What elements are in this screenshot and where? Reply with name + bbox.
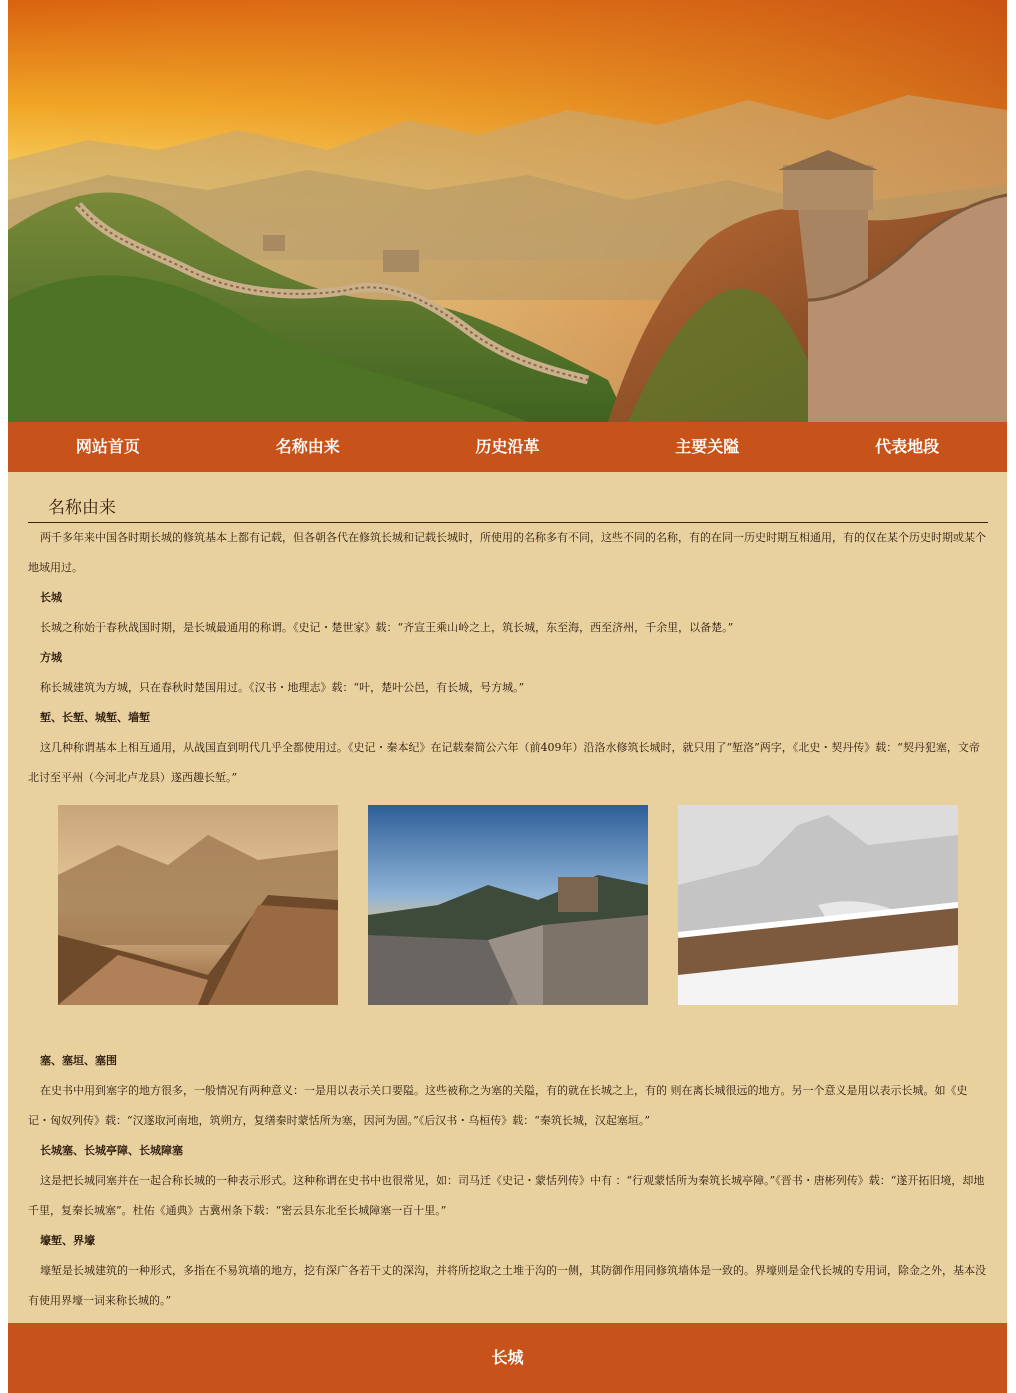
section-title: 名称由来 bbox=[28, 494, 988, 523]
nav-item-passes[interactable]: 主要关隘 bbox=[675, 437, 740, 456]
subheading-qian: 堑、长堑、城堑、墙堑 bbox=[40, 711, 150, 724]
hero-banner-image bbox=[8, 0, 1007, 422]
subheading-fangcheng: 方城 bbox=[40, 651, 62, 664]
subheading-changcheng-sai: 长城塞、长城亭障、长城障塞 bbox=[40, 1144, 183, 1157]
paragraph-qian: 这几种称谓基本上相互通用，从战国直到明代几乎全都使用过。《史记・秦本纪》在记载秦简公六年（前409年）沿洛水修筑长城时，就只用了“堑洛”两字，《北史・契丹传》载：“契丹犯塞，文帝北讨至平州（今河北卢龙县）遂西趣长堑。” bbox=[28, 741, 980, 784]
subheading-changcheng: 长城 bbox=[40, 591, 62, 604]
subheading-sai: 塞、塞垣、塞围 bbox=[40, 1054, 117, 1067]
gallery-photo-snow-wall bbox=[678, 805, 958, 1005]
main-navigation bbox=[8, 422, 1007, 472]
nav-item-name-origin[interactable]: 名称由来 bbox=[275, 437, 340, 456]
footer: 长城 bbox=[8, 1323, 1007, 1393]
paragraph-fangcheng: 称长城建筑为方城，只在春秋时楚国用过。《汉书・地理志》载：“叶，楚叶公邑，有长城，号方城。” bbox=[40, 681, 525, 694]
paragraph-changcheng-sai: 这是把长城同塞并在一起合称长城的一种表示形式。这种称谓在史书中也很常见，如：司马迁《史记・蒙恬列传》中有 ：“行观蒙恬所为秦筑长城亭障。”《晋书・唐彬列传》载：“遂开拓旧境，却地千里，复秦长城塞”。杜佑《通典》古冀州条下载：“密云县东北至长城障塞一百十里。” bbox=[28, 1174, 985, 1217]
subheading-haoqian: 壕堑、界壕 bbox=[40, 1234, 95, 1247]
gallery-photo-blue-sky-wall bbox=[368, 805, 648, 1005]
page bbox=[8, 0, 1007, 1393]
intro-paragraph: 两千多年来中国各时期长城的修筑基本上都有记载，但各朝各代在修筑长城和记载长城时，所使用的名称多有不同，这些不同的名称，有的在同一历史时期互相通用，有的仅在某个历史时期或某个地域用过。 bbox=[28, 531, 986, 574]
nav-item-home[interactable]: 网站首页 bbox=[75, 437, 140, 456]
nav-item-history[interactable]: 历史沿革 bbox=[475, 437, 540, 456]
paragraph-sai: 在史书中用到塞字的地方很多，一般情况有两种意义：一是用以表示关口要隘。这些被称之为塞的关隘，有的就在长城之上，有的 则在离长城很远的地方。另一个意义是用以表示长城。如《史记・匈奴列传》载：“汉遂取河南地，筑朔方，复缮秦时蒙恬所为塞，因河为固。”《后汉书・乌桓传》载：“秦筑长城，汉起塞垣。” bbox=[28, 1084, 968, 1127]
photo-gallery bbox=[28, 793, 988, 1046]
gallery-photo-sunset-wall bbox=[58, 805, 338, 1005]
main-content bbox=[28, 472, 988, 1316]
paragraph-haoqian: 壕堑是长城建筑的一种形式，多指在不易筑墙的地方，挖有深广各若干丈的深沟，并将所挖取之土堆于沟的一侧，其防御作用同修筑墙体是一致的。界壕则是金代长城的专用词，除金之外，基本没有使用界壕一词来称长城的。” bbox=[28, 1264, 986, 1307]
nav-item-sections[interactable]: 代表地段 bbox=[875, 437, 940, 456]
paragraph-changcheng: 长城之称始于春秋战国时期，是长城最通用的称谓。《史记・楚世家》载：“齐宣王乘山岭之上，筑长城，东至海，西至济州，千余里，以备楚。” bbox=[40, 621, 734, 634]
